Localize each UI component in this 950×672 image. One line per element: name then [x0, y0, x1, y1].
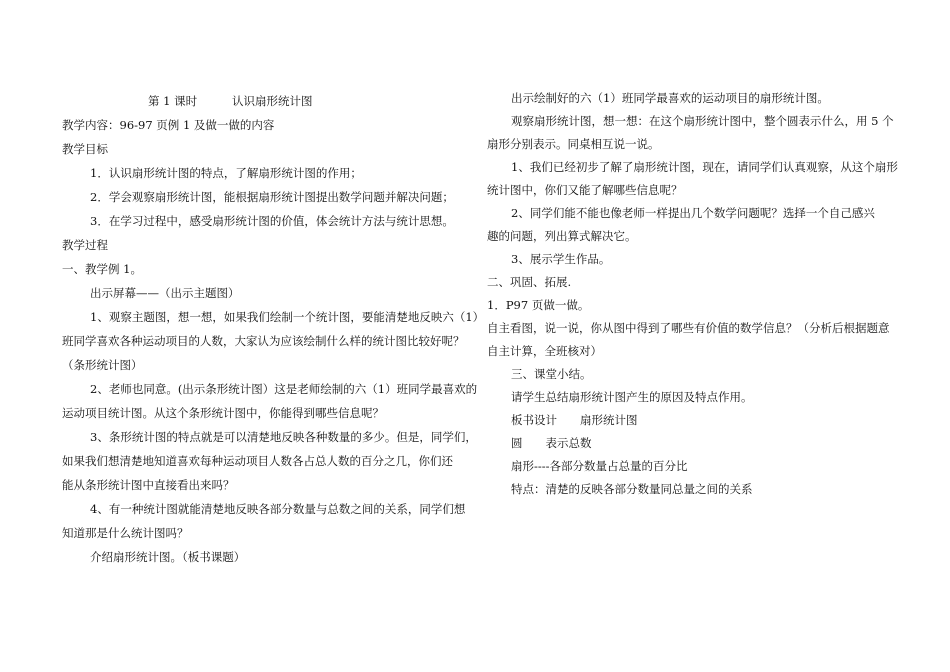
paragraph-line: 扇形分别表示。同桌相互说一说。: [487, 137, 660, 151]
lesson-title: 认识扇形统计图: [232, 94, 313, 108]
objective-1: 1．认识扇形统计图的特点，了解扇形统计图的作用；: [90, 166, 362, 180]
paragraph-line: 请学生总结扇形统计图产生的原因及特点作用。: [511, 390, 753, 404]
content-line: 教学内容：96-97 页例 1 及做一做的内容: [62, 118, 275, 132]
board-design-line: 圆 表示总数: [511, 436, 592, 450]
paragraph-line: （条形统计图）: [62, 358, 143, 372]
board-design-line: 特点：清楚的反映各部分数量同总量之间的关系: [511, 482, 753, 496]
paragraph-line: 3、展示学生作品。: [511, 252, 611, 266]
paragraph-line: 如果我们想清楚地知道喜欢每种运动项目人数各占总人数的百分之几，你们还: [62, 454, 453, 468]
paragraph-line: 能从条形统计图中直接看出来吗？: [62, 478, 235, 492]
board-design-line: 扇形----各部分数量占总量的百分比: [511, 459, 688, 473]
board-design-title: 板书设计 扇形统计图: [511, 413, 638, 427]
paragraph-line: 2、同学们能不能也像老师一样提出几个数学问题呢？选择一个自己感兴: [511, 206, 875, 220]
paragraph-line: 介绍扇形统计图。（板书课题）: [90, 550, 246, 564]
lesson-period: 第 1 课时: [148, 94, 198, 108]
paragraph-line: 3、条形统计图的特点就是可以清楚地反映各种数量的多少。但是，同学们，: [90, 430, 477, 444]
section-heading: 教学过程: [62, 238, 108, 252]
paragraph-line: 班同学喜欢各种运动项目的人数，大家认为应该绘制什么样的统计图比较好呢？: [62, 334, 465, 348]
paragraph-line: 出示绘制好的六（1）班同学最喜欢的运动项目的扇形统计图。: [511, 91, 829, 105]
paragraph-line: 知道那是什么统计图吗？: [62, 526, 189, 540]
objective-2: 2．学会观察扇形统计图，能根据扇形统计图提出数学问题并解决问题；: [90, 190, 454, 204]
paragraph-line: 自主计算，全班核对）: [487, 344, 602, 358]
subsection-heading: 二、巩固、拓展.: [487, 275, 572, 289]
paragraph-line: 趣的问题，列出算式解决它。: [487, 229, 637, 243]
section-heading: 教学目标: [62, 142, 108, 156]
paragraph-line: 2、老师也同意。(出示条形统计图）这是老师绘制的六（1）班同学最喜欢的: [90, 382, 478, 396]
paragraph-line: 1、我们已经初步了解了扇形统计图，现在，请同学们认真观察，从这个扇形: [511, 160, 898, 174]
paragraph-line: 4、有一种统计图就能清楚地反映各部分数量与总数之间的关系，同学们想: [90, 502, 466, 516]
paragraph-line: 1、观察主题图，想一想，如果我们绘制一个统计图，要能清楚地反映六（1）: [90, 310, 485, 324]
subsection-heading: 一、教学例 1。: [62, 262, 142, 276]
objective-3: 3．在学习过程中，感受扇形统计图的价值，体会统计方法与统计思想。: [90, 214, 454, 228]
paragraph-line: 自主看图，说一说，你从图中得到了哪些有价值的数学信息？（分析后根据题意: [487, 321, 890, 335]
paragraph-line: 统计图中，你们又能了解哪些信息呢？: [487, 183, 683, 197]
paragraph-line: 1．P97 页做一做。: [487, 298, 590, 312]
paragraph-line: 出示屏幕——（出示主题图）: [90, 286, 240, 300]
paragraph-line: 运动项目统计图。从这个条形统计图中，你能得到哪些信息呢？: [62, 406, 384, 420]
paragraph-line: 观察扇形统计图，想一想：在这个扇形统计图中，整个圆表示什么，用 5 个: [511, 114, 894, 128]
subsection-heading: 三、课堂小结。: [511, 367, 592, 381]
